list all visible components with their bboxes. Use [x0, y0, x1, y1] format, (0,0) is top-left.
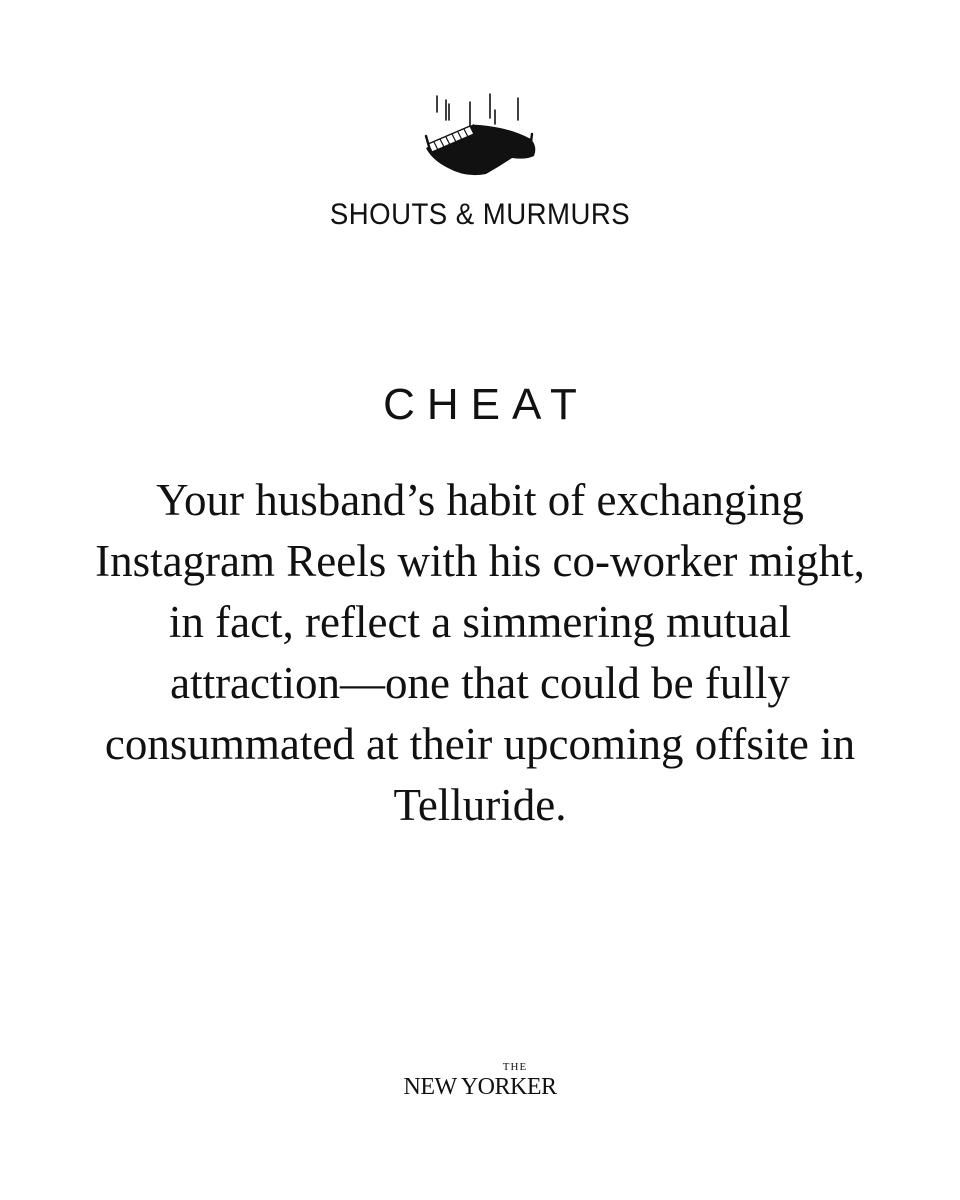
article-heading: CHEAT [383, 380, 589, 429]
logo-name: NEW YORKER [403, 1074, 557, 1100]
piano-illustration [412, 90, 548, 186]
section-title: SHOUTS & MURMURS [329, 198, 631, 231]
falling-piano-icon [412, 90, 548, 186]
article-body: Your husband’s habit of exchanging Instagram Reels with his co-worker might, in fact, reflect a simmering mutual attraction—one that could be fully consummated at their upcoming offsite in Telluride. [95, 475, 865, 830]
logo-the: THE [502, 1061, 528, 1073]
new-yorker-logo [0, 1060, 960, 1100]
